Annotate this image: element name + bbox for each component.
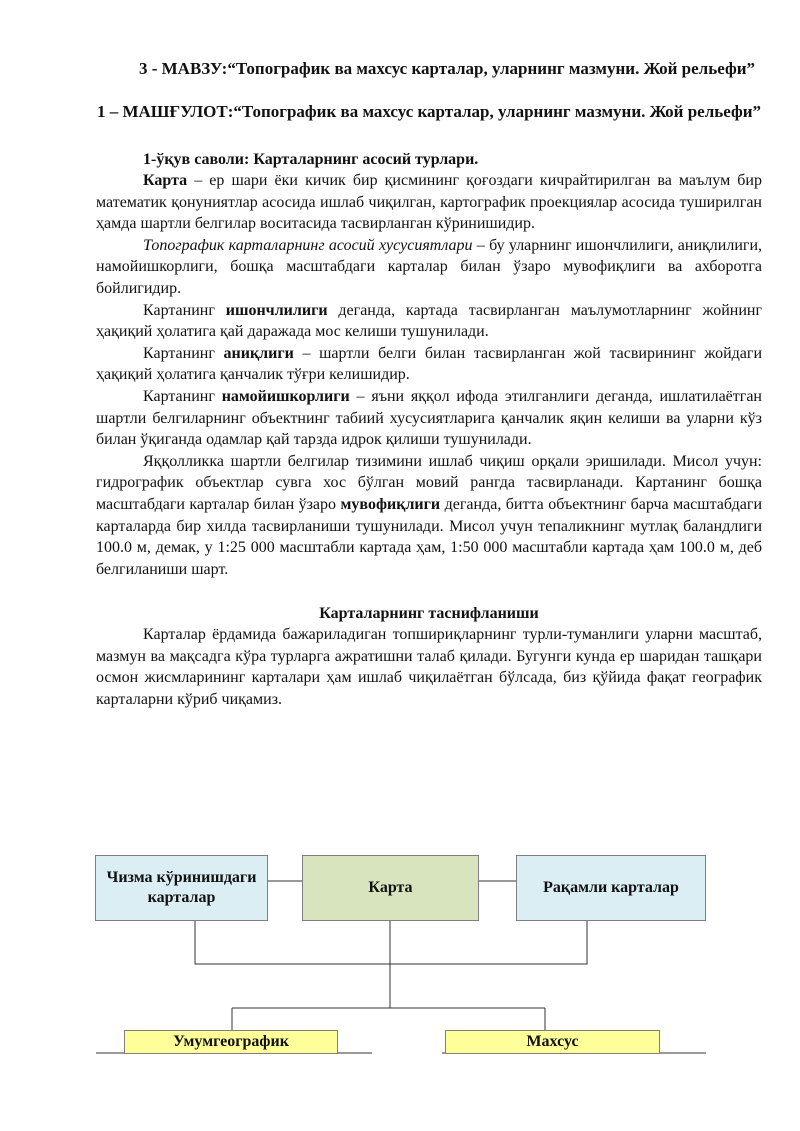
box-special: Махсус (445, 1030, 660, 1054)
term-reliability: ишончлилиги (225, 301, 328, 319)
term-accuracy: аниқлиги (223, 344, 294, 362)
question-title: 1-ўқув саволи: Карталарнинг асосий турлари. (143, 151, 479, 168)
connector-lower-bracket (195, 921, 587, 964)
paragraph-reliability: Картанинг ишончлилиги деганда, картада тасвирланган маълумотларнинг жойнинг ҳақиқий ҳолатига қай даражада мос келиши тушунилади. (96, 301, 763, 341)
paragraph-consistency: Яққолликка шартли белгилар тизимини ишлаб чиқиш орқали эришилади. Мисол учун: гидрографик объектлар сувга хос бўлган мовий рангда тасвирланади. Картанинг бошқа масштабдаги карталар билан ўзаро мувофиқлиги деганда, битта объектнинг барча масштабдаги карталарда бир хилда тасвирланиши тушунилади. Мисол учун тепаликнинг мутлақ баландлиги 100.0 м, демак, у 1:25 000 масштабли картада ҳам, 1:50 000 масштабли картада ҳам 100.0 м, деб белгиланиши шарт. (96, 452, 763, 578)
document-page (96, 58, 762, 711)
paragraph-clarity: Картанинг намойишкорлиги – яъни яққол ифода этилганлиги деганда, ишлатилаётган шартли белгиларнинг объектнинг табиий хусусиятларига қанчалик яқин келиши ва уларни кўз билан ўқиганда одамлар қай тарзда идрок қилиши тушунилади. (96, 387, 762, 449)
paragraph-accuracy: Картанинг аниқлиги – шартли белги билан тасвирланган жой тасвирининг жойдаги ҳақиқий ҳолатига қанчалик тўғри келишидир. (96, 344, 762, 384)
term-clarity: намойишкорлиги (221, 387, 350, 405)
paragraph-classification: Карталар ёрдамида бажариладиган топшириқларнинг турли-туманлиги уларни масштаб, мазмун ва мақсадга кўра турларга ажратишни талаб қилади. Бугунги кунда ер шаридан ташқари осмон жисмларининг карталари ҳам ишлаб чиқилаётган бўлсада, биз қўйида фақат географик карталарни кўриб чиқамиз. (96, 626, 762, 709)
paragraph-definition: Карта – ер шари ёки кичик бир қисмининг қоғоздаги кичрайтирилган ва маълум бир математик қонуниятлар асосида ишлаб чиқилган, картографик проекциялар асосида туширилган ҳамда шартли белгилар воситасида тасвирланган кўринишидир. (96, 172, 762, 233)
box-general-geographic: Умумгеографик (124, 1030, 338, 1054)
box-digital-maps: Рақамли карталар (516, 855, 706, 921)
term-karta: Карта (143, 172, 188, 189)
lesson-heading: 1 – МАШҒУЛОТ:“Топографик ва махсус карталар, уларнинг мазмуни. Жой рельефи” (96, 102, 762, 121)
box-map: Карта (302, 855, 479, 921)
italic-phrase: Топографик карталарнинг асосий хусусиятлари (143, 236, 473, 254)
paragraph-properties: Топографик карталарнинг асосий хусусиятлари – бу уларнинг ишончлилиги, аниқлилиги, намойишкорлиги, бошқа масштабдаги карталар билан ўзаро мувофиқлиги ва ахборотга бойлигидир. (96, 236, 763, 297)
term-consistency: мувофиқлиги (340, 495, 441, 513)
classification-title: Карталарнинг таснифланиши (319, 605, 539, 623)
box-drawn-maps: Чизма кўринишдаги карталар (95, 855, 268, 921)
topic-heading: 3 - МАВЗУ:“Топографик ва махсус карталар, уларнинг мазмуни. Жой рельефи” (138, 59, 756, 78)
